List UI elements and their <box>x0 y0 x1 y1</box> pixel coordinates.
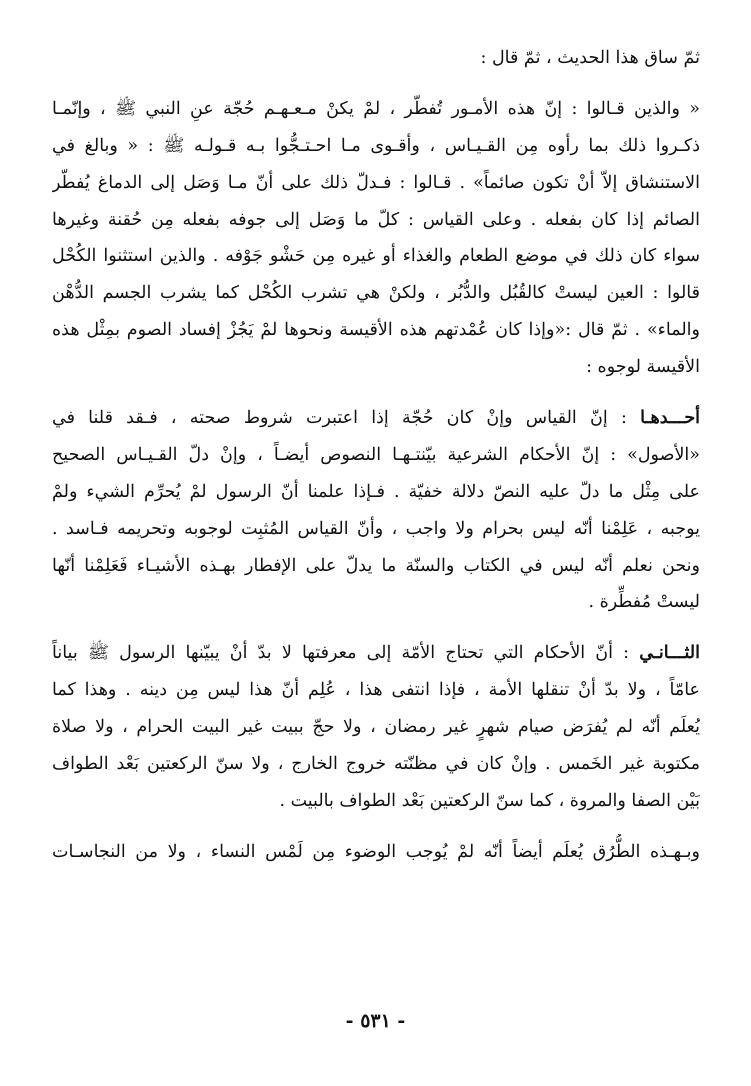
text-line: والماء» . ثمّ قال :«وإذا كان عُمْدتهم هذه الأقيسة ونحوها لمْ يَجُزْ إفساد الصوم بمِثْل هذه <box>52 320 700 341</box>
section-lead: أحـــدهـا <box>640 408 700 429</box>
text-line: ونحن نعلم أنّه ليس في الكتاب والسنّة ما يدلّ على الإفطار بهـذه الأشيـاء فَعَلِمْنا أنّها <box>52 555 700 576</box>
text-line: ثمّ ساق هذا الحديث ، ثمّ قال : <box>480 48 700 68</box>
text-line: بَيْن الصفا والمروة ، كما سنّ الركعتين بَعْد الطواف بالبيت . <box>279 790 700 811</box>
text-line <box>52 400 700 437</box>
text-line: عامّاً ، ولا بدّ أنْ تنقلها الأمة ، فإذا انتفى هذا ، عُلِم أنّ هذا ليس مِن دينه . وهذا كما <box>52 680 700 701</box>
text-line: وبـهـذه الطُّرُق يُعلَم أيضاً أنّه لمْ يُوجب الوضوء مِن لَمْس النساء ، ولا من النجاسـات <box>52 841 700 862</box>
text-line: «الأصول» : إنّ الأحكام الشرعية بيّنتـهـا النصوص أيضـاً ، وإنْ دلّ القـيـاس الصحيح <box>52 444 700 465</box>
text-line: ذكـروا ذلك بما رأوه مِن القـيـاس ، وأقـوى مـا احـتـجُّوا بـه قـولـه ﷺ : « وبالغ في <box>52 135 700 156</box>
paragraph-gap <box>52 820 700 834</box>
paragraph-gap <box>52 621 700 635</box>
section-lead: الثـــانـي <box>639 643 700 664</box>
text-line <box>52 635 700 672</box>
text-line-rest: : إنّ القياس وإنْ كان حُجّة إذا اعتبرت شروط صحته ، فـقد قلنا في <box>52 408 641 429</box>
text-line: ليستْ مُفطِّرة . <box>588 592 700 613</box>
page-body <box>52 40 700 871</box>
text-line: على مِثْل ما دلّ عليه النصّ دلالة خفيّة . فـإذا علمنا أنّ الرسول لمْ يُحرِّم الشيء ولمْ <box>52 481 700 502</box>
text-line-rest: : أنّ الأحكام التي تحتاج الأمّة إلى معرفتها لا بدّ أنْ يبيّنها الرسول ﷺ بياناً <box>52 643 640 664</box>
text-line: سواء كان ذلك في موضع الطعام والغذاء أو غيره مِن حَشْو جَوْفه . والذين استثنوا الكُحْل <box>52 246 700 267</box>
text-line: الأقيسة لوجوه : <box>586 357 700 378</box>
text-line: الاستنشاق إلاّ أنْ تكون صائماً» . قـالوا : فـدلّ ذلك على أنّ مـا وَصَل إلى الدماغ يُفطّر <box>52 172 700 193</box>
text-line: قالوا : العين ليستْ كالقُبُل والدُّبُر ، ولكنْ هي تشرب الكُحْل كما يشرب الجسم الدُّهْن <box>52 283 700 304</box>
text-line: يُعلَم أنّه لم يُفرَض صيام شهرٍ غير رمضان ، ولا حجّ ببيت غير البيت الحرام ، ولا صلاة <box>52 717 700 738</box>
text-line: الصائم إذا كان بفعله . وعلى القياس : كلّ ما وَصَل إلى جوفه بفعله مِن حُقنة وغيرها <box>52 209 700 230</box>
text-line: « والذين قـالوا : إنّ هذه الأمـور تُفطّر ، لمْ يكنْ مـعـهـم حُجّة عنِ النبي ﷺ ، وإنّمـا <box>52 98 700 119</box>
page-number: - ٥٣١ - <box>345 1010 406 1032</box>
text-line: يوجبه ، عَلِمْنا أنّه ليس بحرام ولا واجب ، وأنّ القياس المُثبِت لوجوبه وتحريمه فـاسد . <box>52 518 700 539</box>
text-line: مكتوبة غير الخَمس . وإنْ كان في مظنّته خروج الخارج ، ولا سنّ الركعتين بَعْد الطواف <box>52 754 700 775</box>
paragraph-gap <box>52 77 700 91</box>
paragraph-gap <box>52 386 700 400</box>
